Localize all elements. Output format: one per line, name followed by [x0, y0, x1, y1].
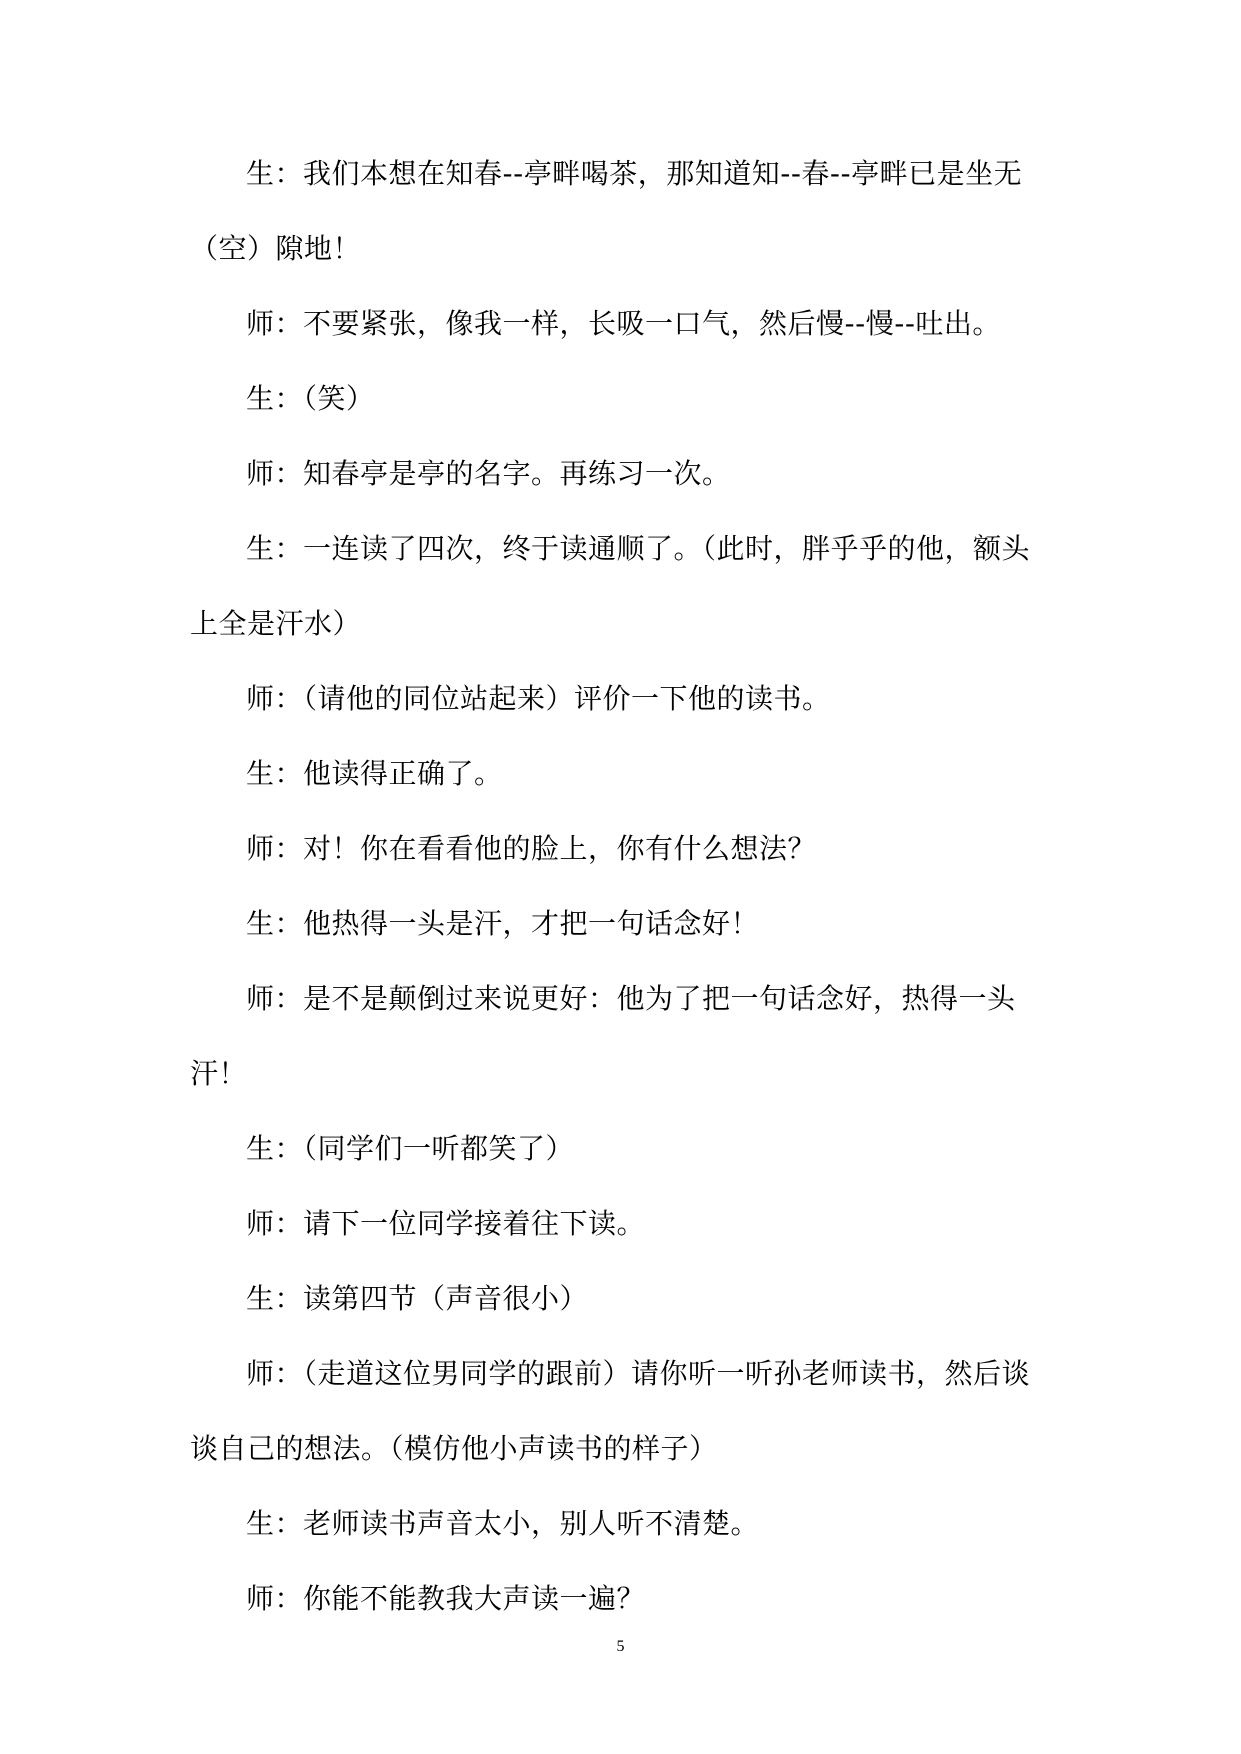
paragraph: 师：对！你在看看他的脸上，你有什么想法？ — [246, 832, 817, 865]
paragraph: 生：（同学们一听都笑了） — [246, 1132, 575, 1165]
paragraph: 师：是不是颠倒过来说更好：他为了把一句话念好，热得一头汗！ — [190, 982, 1016, 1090]
paragraph: 生：他读得正确了。 — [246, 757, 503, 790]
paragraph: 生：他热得一头是汗，才把一句话念好！ — [246, 907, 760, 940]
paragraph: 师：（请他的同位站起来）评价一下他的读书。 — [246, 682, 831, 715]
paragraph: 师：你能不能教我大声读一遍？ — [246, 1582, 646, 1615]
paragraph: 师：（走道这位男同学的跟前）请你听一听孙老师读书，然后谈谈自己的想法。（模仿他小声读书的样子） — [190, 1357, 1031, 1465]
paragraph: 师：请下一位同学接着往下读。 — [246, 1207, 646, 1240]
paragraph: 师：知春亭是亭的名字。再练习一次。 — [246, 457, 731, 490]
paragraph: 生：老师读书声音太小，别人听不清楚。 — [246, 1507, 760, 1540]
paragraph: 生：（笑） — [246, 382, 375, 415]
page-number: 5 — [616, 1638, 625, 1655]
paragraph: 生：我们本想在知春--亭畔喝茶，那知道知--春--亭畔已是坐无（空）隙地！ — [190, 157, 1023, 265]
paragraph: 生：读第四节（声音很小） — [246, 1282, 589, 1315]
paragraph: 师：不要紧张，像我一样，长吸一口气，然后慢--慢--吐出。 — [246, 307, 1001, 340]
paragraph: 生：一连读了四次，终于读通顺了。（此时，胖乎乎的他，额头上全是汗水） — [190, 532, 1031, 640]
page-content — [190, 136, 1052, 1636]
